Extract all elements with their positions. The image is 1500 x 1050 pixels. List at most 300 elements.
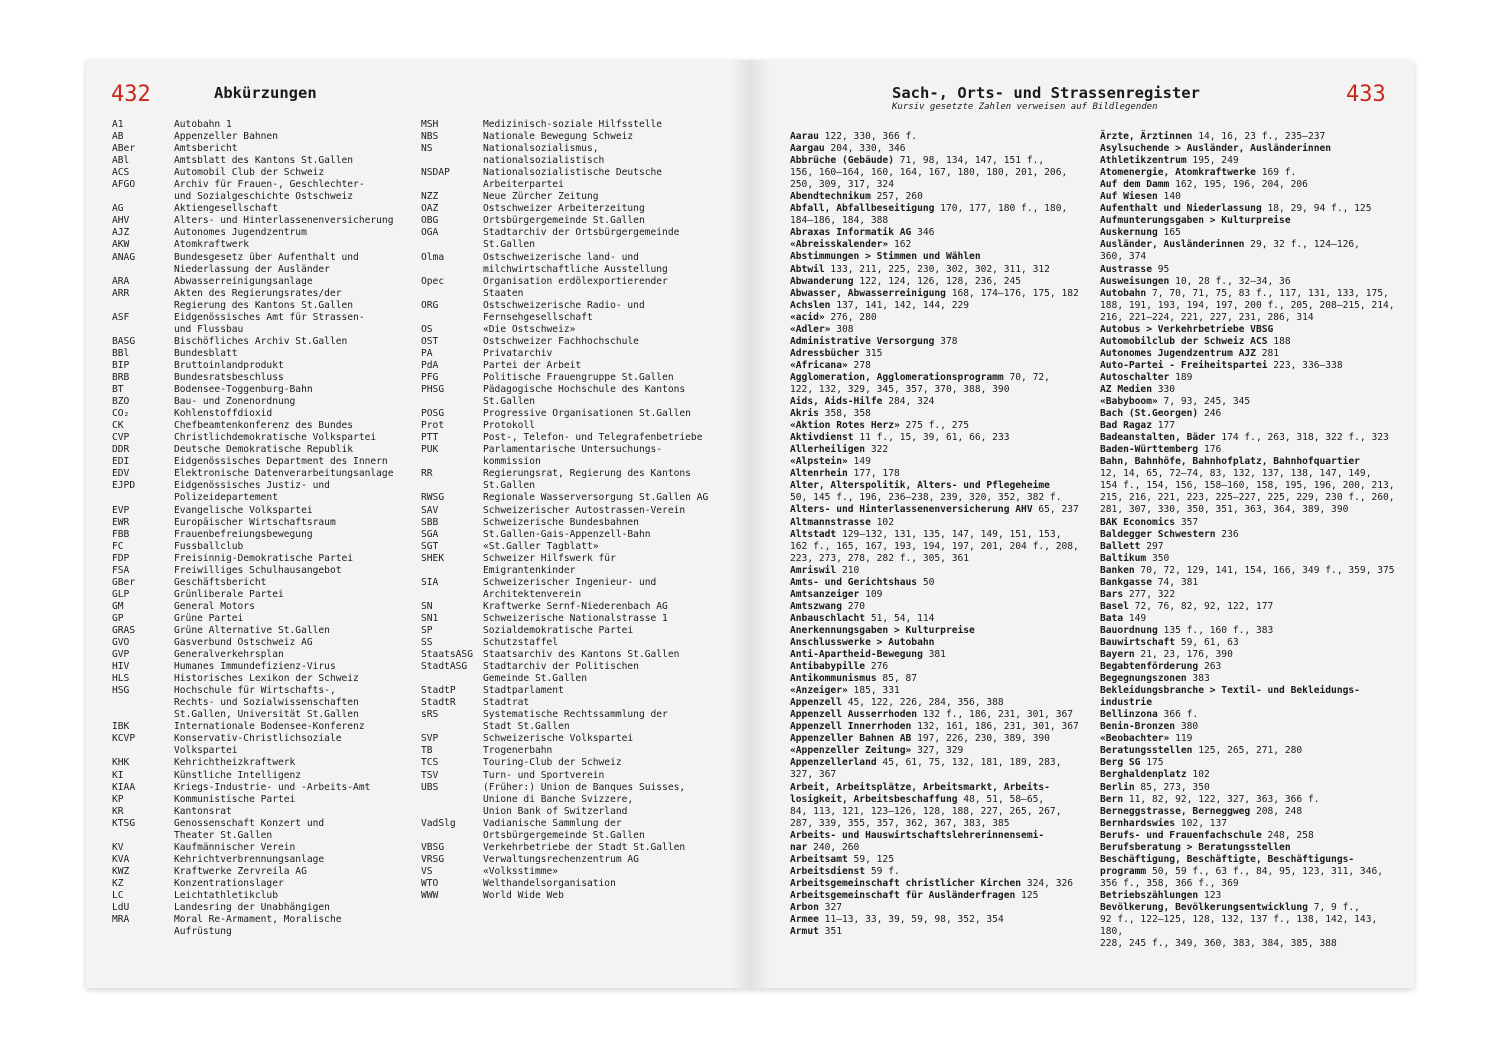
index-term: Agglomeration, Agglomerationsprogramm xyxy=(790,371,1004,383)
abbreviation-row xyxy=(421,770,731,782)
abbreviation-meaning: Verkehrbetriebe der Stadt St.Gallen xyxy=(483,841,686,853)
index-entry xyxy=(790,782,1090,794)
index-pages: 135 f., 160 f., 383 xyxy=(1157,624,1274,636)
abbreviation-key: FC xyxy=(112,540,124,552)
index-entry xyxy=(1100,324,1405,336)
abbreviation-row xyxy=(421,288,731,300)
abbreviation-row xyxy=(112,264,412,276)
abbreviation-key: OAZ xyxy=(421,203,439,215)
abbreviation-row xyxy=(112,673,412,685)
abbreviation-row xyxy=(421,396,731,408)
abbreviation-row xyxy=(421,348,731,360)
index-entry xyxy=(1100,276,1405,288)
abbreviation-meaning: St.Gallen xyxy=(483,396,535,408)
abbreviation-meaning: World Wide Web xyxy=(483,890,564,901)
index-entry xyxy=(1100,348,1405,360)
abbreviation-row xyxy=(112,601,412,613)
index-entry xyxy=(1100,179,1405,191)
index-entry xyxy=(1100,782,1405,794)
index-term: Bellinzona xyxy=(1100,709,1158,721)
abbreviation-meaning: Theater St.Gallen xyxy=(174,829,273,841)
index-pages: 84, 113, 121, 123–126, 128, 188, 227, 265, 267, xyxy=(790,805,1062,817)
index-entry xyxy=(790,239,1090,251)
abbreviation-meaning: Künstliche Intelligenz xyxy=(174,769,302,781)
abbreviation-key: sRS xyxy=(421,709,439,721)
abbreviation-key: PdA xyxy=(421,359,439,371)
abbreviation-meaning: Stadtarchiv der Politischen xyxy=(483,661,639,673)
index-term: Adressbücher xyxy=(790,347,860,359)
abbreviation-meaning: Grüne Alternative St.Gallen xyxy=(174,624,330,636)
abbreviation-meaning: Ortsbürgergemeinde St.Gallen xyxy=(483,829,645,841)
abbreviation-key: Prot xyxy=(421,420,445,432)
index-term: Ärzte, Ärztinnen xyxy=(1100,131,1193,142)
abbreviation-meaning: Amtsbericht xyxy=(174,143,238,155)
index-term: Banken xyxy=(1100,564,1135,576)
index-entry xyxy=(790,625,1090,637)
abbreviation-meaning: Union Bank of Switzerland xyxy=(483,805,628,817)
abbreviation-row xyxy=(421,252,731,264)
index-term: «Babyboom» xyxy=(1100,396,1158,408)
index-term: Berufsberatung > Beratungsstellen xyxy=(1100,841,1291,853)
index-pages: 248, 258 xyxy=(1261,829,1314,841)
abbreviation-key xyxy=(112,191,174,203)
abbreviation-meaning: Protokoll xyxy=(483,420,535,432)
index-pages: 11, 82, 92, 122, 327, 363, 366 f. xyxy=(1123,793,1320,805)
index-entry xyxy=(790,757,1090,769)
index-entry xyxy=(1100,251,1405,263)
index-term: Bars xyxy=(1100,588,1124,600)
index-term: Appenzeller Bahnen AB xyxy=(790,733,912,745)
abbreviation-meaning: Ostschweizerische land- und xyxy=(483,251,639,263)
abbreviation-row xyxy=(421,782,731,794)
abbreviation-row xyxy=(112,456,412,468)
abbreviation-meaning: Amtsblatt des Kantons St.Gallen xyxy=(174,155,354,167)
index-entry xyxy=(790,517,1090,529)
index-pages: 284, 324 xyxy=(882,396,935,408)
index-pages: 236 xyxy=(1215,528,1239,540)
abbreviation-meaning: Chefbeamtenkonferenz des Bundes xyxy=(174,420,354,432)
abbreviation-meaning: Stadt St.Gallen xyxy=(483,721,570,733)
index-entry xyxy=(1100,890,1405,902)
abbreviation-meaning: Gemeinde St.Gallen xyxy=(483,673,587,685)
abbreviation-row xyxy=(112,215,412,227)
index-pages: 71, 98, 134, 147, 151 f., xyxy=(893,155,1045,167)
abbreviation-row xyxy=(421,818,731,830)
index-entry xyxy=(1100,239,1405,251)
abbreviation-meaning: Historisches Lexikon der Schweiz xyxy=(174,673,359,685)
abbreviation-row xyxy=(421,492,731,504)
index-entry xyxy=(1100,842,1405,854)
abbreviation-meaning: Fussballclub xyxy=(174,540,244,552)
index-entry xyxy=(790,601,1090,613)
abbreviation-meaning: Geschäftsbericht xyxy=(174,576,267,588)
abbreviation-key: AFGO xyxy=(112,179,136,191)
index-pages: 351 xyxy=(818,926,842,938)
abbreviation-row xyxy=(112,384,412,396)
index-term: Auf dem Damm xyxy=(1100,179,1170,191)
abbreviation-meaning: St.Gallen xyxy=(483,480,535,492)
abbreviation-key: WWW xyxy=(421,890,439,901)
abbreviation-meaning: nationalsozialistisch xyxy=(483,155,605,167)
abbreviation-row xyxy=(421,794,731,806)
index-entry xyxy=(1100,167,1405,179)
index-pages: 12, 14, 65, 72–74, 83, 132, 137, 138, 147, 149, xyxy=(1100,468,1372,480)
abbreviation-row xyxy=(112,866,412,878)
abbreviation-meaning: Schweizerischer Autostrassen-Verein xyxy=(483,504,686,516)
abbreviation-key: VRSG xyxy=(421,853,445,865)
abbreviation-row xyxy=(421,215,731,227)
index-pages: 327, 367 xyxy=(790,769,837,781)
abbreviation-key: MSH xyxy=(421,119,439,130)
index-entry xyxy=(790,276,1090,288)
index-entry xyxy=(1100,661,1405,673)
index-entry xyxy=(790,372,1090,384)
index-term: Antibabypille xyxy=(790,661,866,673)
index-entry xyxy=(790,264,1090,276)
abbreviation-meaning: Post-, Telefon- und Telegrafenbetriebe xyxy=(483,432,703,444)
abbreviation-key xyxy=(421,721,483,733)
abbreviation-row xyxy=(421,637,731,649)
abbreviation-row xyxy=(421,649,731,661)
index-term: «Alpstein» xyxy=(790,456,848,468)
index-entry xyxy=(1100,155,1405,167)
abbreviation-row xyxy=(112,890,412,902)
abbreviation-row xyxy=(421,312,731,324)
index-term: Abwanderung xyxy=(790,275,854,287)
abbreviation-row xyxy=(421,697,731,709)
abbreviation-key: WTO xyxy=(421,877,439,889)
abbreviation-row xyxy=(421,336,731,348)
abbreviation-key xyxy=(421,806,483,818)
abbreviation-key: ANAG xyxy=(112,251,136,263)
abbreviation-meaning: Konzentrationslager xyxy=(174,877,284,889)
abbreviation-key: SP xyxy=(421,624,433,636)
index-pages: 119 xyxy=(1169,733,1193,745)
abbreviation-key: KWZ xyxy=(112,865,130,877)
index-term: «Abreisskalender» xyxy=(790,239,889,251)
abbreviation-key xyxy=(421,794,483,806)
index-term: Bata xyxy=(1100,612,1124,624)
abbreviation-row xyxy=(112,721,412,733)
abbreviation-key xyxy=(421,565,483,577)
abbreviation-meaning: Kehrichtheizkraftwerk xyxy=(174,757,296,769)
abbreviation-meaning: Regionale Wasserversorgung St.Gallen AG xyxy=(483,492,709,504)
index-pages: 189 xyxy=(1169,371,1193,383)
abbreviation-key: BRB xyxy=(112,371,130,383)
index-entry xyxy=(790,794,1090,806)
abbreviation-meaning: Nationale Bewegung Schweiz xyxy=(483,131,634,143)
index-entry xyxy=(1100,938,1405,950)
index-pages: 65, 237 xyxy=(1032,504,1079,516)
index-term: Autobahn xyxy=(1100,287,1147,299)
abbreviation-key xyxy=(421,589,483,601)
index-term: Berghaldenplatz xyxy=(1100,769,1187,781)
abbreviation-meaning: Staaten xyxy=(483,287,524,299)
abbreviation-meaning: Partei der Arbeit xyxy=(483,359,582,371)
index-term: Arbeits- und Hauswirtschaftslehrerinnensemi- xyxy=(790,829,1045,841)
index-pages: 195, 249 xyxy=(1186,155,1239,167)
abbreviation-meaning: Autonomes Jugendzentrum xyxy=(174,227,307,239)
index-pages: 132, 161, 186, 231, 301, 367 xyxy=(911,721,1079,733)
abbreviation-key xyxy=(421,830,483,842)
abbreviation-key: KTSG xyxy=(112,817,136,829)
abbreviation-meaning: Parlamentarische Untersuchungs- xyxy=(483,444,663,456)
index-pages: 11 f., 15, 39, 61, 66, 233 xyxy=(853,432,1010,444)
abbreviation-row xyxy=(112,348,412,360)
index-pages: 48, 51, 58–65, xyxy=(957,793,1045,805)
index-term: Amts- und Gerichtshaus xyxy=(790,576,918,588)
abbreviation-meaning: Schutzstaffel xyxy=(483,637,559,649)
index-entry xyxy=(790,649,1090,661)
left-page-title: Abkürzungen xyxy=(214,84,317,102)
abbreviation-meaning: kommission xyxy=(483,456,541,468)
abbreviation-key: BT xyxy=(112,384,124,396)
abbreviation-key xyxy=(112,264,174,276)
abbreviation-key: DDR xyxy=(112,444,130,456)
abbreviation-key: GLP xyxy=(112,588,130,600)
index-term: Baden-Württemberg xyxy=(1100,444,1199,456)
abbreviation-meaning: Bischöfliches Archiv St.Gallen xyxy=(174,335,348,347)
index-entry xyxy=(790,854,1090,866)
index-pages: 10, 28 f., 32–34, 36 xyxy=(1169,275,1291,287)
index-entry xyxy=(790,251,1090,263)
index-term: Bekleidungsbranche > Textil- und Bekleidungs- xyxy=(1100,685,1360,697)
abbreviation-key: UBS xyxy=(421,781,439,793)
index-entry xyxy=(1100,830,1405,842)
index-entry xyxy=(1100,131,1405,143)
index-term: Armee xyxy=(790,914,819,926)
index-term: Auskernung xyxy=(1100,227,1158,239)
book-spread xyxy=(86,60,1414,988)
abbreviation-meaning: Kantonsrat xyxy=(174,805,232,817)
index-term: «Adler» xyxy=(790,323,831,335)
abbreviation-row xyxy=(421,613,731,625)
index-entry xyxy=(790,480,1090,492)
index-pages: 7, 9 f., xyxy=(1307,902,1360,913)
index-entry xyxy=(790,167,1090,179)
index-pages: 277, 322 xyxy=(1123,588,1176,600)
abbreviation-row xyxy=(112,288,412,300)
abbreviation-row xyxy=(112,179,412,191)
abbreviation-key xyxy=(421,155,483,167)
abbreviation-row xyxy=(112,227,412,239)
index-pages: 276 xyxy=(865,661,889,673)
abbreviation-row xyxy=(112,842,412,854)
abbreviation-row xyxy=(421,505,731,517)
abbreviation-key: KV xyxy=(112,841,124,853)
index-entry xyxy=(1100,384,1405,396)
index-term: Autobus > Verkehrbetriebe VBSG xyxy=(1100,323,1274,335)
index-term: Berlin xyxy=(1100,781,1135,793)
abbreviation-key xyxy=(421,312,483,324)
index-pages: 45, 122, 226, 284, 356, 388 xyxy=(841,697,1004,709)
index-term: Begegnungszonen xyxy=(1100,673,1187,685)
index-term: Autonomes Jugendzentrum AJZ xyxy=(1100,347,1256,359)
index-entry xyxy=(790,553,1090,565)
abbreviation-key xyxy=(421,396,483,408)
index-pages: 360, 374 xyxy=(1100,251,1147,263)
abbreviation-meaning: Schweizer Hilfswerk für xyxy=(483,552,616,564)
abbreviation-key: PTT xyxy=(421,432,439,444)
abbreviation-row xyxy=(112,577,412,589)
abbreviation-row xyxy=(421,601,731,613)
index-term: «Appenzeller Zeitung» xyxy=(790,745,912,757)
abbreviation-key: SN xyxy=(421,600,433,612)
abbreviation-meaning: Stadtarchiv der Ortsbürgergemeinde xyxy=(483,227,680,239)
abbreviation-meaning: Landesring der Unabhängigen xyxy=(174,902,330,914)
index-term: Aids, Aids-Hilfe xyxy=(790,396,883,408)
abbreviation-row xyxy=(112,276,412,288)
abbreviation-key: ARR xyxy=(112,287,130,299)
index-pages: 170, 177, 180 f., 180, xyxy=(934,203,1068,215)
index-term: «Anzeiger» xyxy=(790,685,848,697)
abbreviation-meaning: Polizeidepartement xyxy=(174,492,278,504)
abbreviation-key: ASF xyxy=(112,311,130,323)
abbreviation-meaning: Aktiengesellschaft xyxy=(174,203,278,215)
index-entry xyxy=(1100,432,1405,444)
abbreviation-meaning: Generalverkehrsplan xyxy=(174,649,284,661)
abbreviation-row xyxy=(112,420,412,432)
index-pages: 162, 195, 196, 204, 206 xyxy=(1169,179,1308,191)
index-pages: 177 xyxy=(1151,420,1176,432)
index-pages: 281 xyxy=(1255,347,1280,359)
index-term: Bahn, Bahnhöfe, Bahnhofplatz, Bahnhofquartier xyxy=(1100,456,1360,468)
abbreviation-row xyxy=(421,529,731,541)
abbreviation-row xyxy=(112,589,412,601)
index-term: Athletikzentrum xyxy=(1100,155,1187,167)
index-term: Altstadt xyxy=(790,528,837,540)
abbreviation-row xyxy=(112,553,412,565)
abbreviation-key: GM xyxy=(112,600,124,612)
abbreviation-key: NZZ xyxy=(421,191,439,203)
abbreviation-key: GVO xyxy=(112,637,130,649)
abbreviation-row xyxy=(421,131,731,143)
index-term: Amtszwang xyxy=(790,600,842,612)
index-column-1 xyxy=(790,131,1090,938)
index-term: Ausländer, Ausländerinnen xyxy=(1100,239,1245,251)
index-term: BAK Economics xyxy=(1100,516,1176,528)
abbreviation-row xyxy=(112,468,412,480)
abbreviation-row xyxy=(421,709,731,721)
index-entry xyxy=(790,131,1090,143)
abbreviation-meaning: Gasverbund Ostschweiz AG xyxy=(174,637,313,649)
index-pages: 7, 93, 245, 345 xyxy=(1157,396,1251,408)
index-entry xyxy=(790,432,1090,444)
abbreviation-row xyxy=(421,239,731,251)
abbreviation-meaning: und Sozialgeschichte Ostschweiz xyxy=(174,191,354,203)
index-pages: 102, 137 xyxy=(1175,817,1228,829)
index-pages: 169 f. xyxy=(1255,167,1297,179)
abbreviation-meaning: Ortsbürgergemeinde St.Gallen xyxy=(483,215,645,227)
index-entry xyxy=(790,577,1090,589)
abbreviation-row xyxy=(112,155,412,167)
abbreviation-key: SBB xyxy=(421,516,439,528)
index-term: Betriebszählungen xyxy=(1100,889,1199,901)
index-term: Benin-Bronzen xyxy=(1100,721,1176,733)
index-entry xyxy=(790,456,1090,468)
index-pages: 132 f., 186, 231, 301, 367 xyxy=(917,709,1074,721)
index-term: programm xyxy=(1100,865,1147,877)
index-pages: 51, 54, 114 xyxy=(865,612,935,624)
abbreviation-meaning: Frauenbefreiungsbewegung xyxy=(174,528,313,540)
abbreviation-key: Opec xyxy=(421,275,445,287)
index-entry xyxy=(1100,878,1405,890)
index-entry xyxy=(790,613,1090,625)
index-term: Bach (St.Georgen) xyxy=(1100,408,1199,420)
abbreviation-key: FSA xyxy=(112,564,130,576)
index-term: Abwasser, Abwasserreinigung xyxy=(790,287,946,299)
abbreviation-key: LdU xyxy=(112,902,130,914)
abbreviation-meaning: Vadianische Sammlung der xyxy=(483,817,622,829)
index-entry xyxy=(1100,360,1405,372)
index-term: nar xyxy=(790,841,808,853)
index-entry xyxy=(790,179,1090,191)
abbreviation-row xyxy=(112,300,412,312)
index-entry xyxy=(1100,517,1405,529)
index-term: industrie xyxy=(1100,697,1152,709)
abbreviation-row xyxy=(112,794,412,806)
index-entry xyxy=(1100,312,1405,324)
abbreviation-row xyxy=(421,191,731,203)
abbreviation-meaning: Schweizerische Nationalstrasse 1 xyxy=(483,612,668,624)
index-entry xyxy=(790,818,1090,830)
index-entry xyxy=(1100,854,1405,866)
index-entry xyxy=(790,143,1090,155)
abbreviation-meaning: Unione di Banche Svizzere, xyxy=(483,793,634,805)
abbreviation-key xyxy=(112,697,174,709)
index-entry xyxy=(790,697,1090,709)
abbreviation-row xyxy=(421,854,731,866)
index-term: Basel xyxy=(1100,600,1129,612)
index-term: Bankgasse xyxy=(1100,576,1152,588)
abbreviation-row xyxy=(421,300,731,312)
index-entry xyxy=(1100,601,1405,613)
index-pages: 21, 23, 176, 390 xyxy=(1134,649,1233,661)
abbreviation-meaning: Arbeiterpartei xyxy=(483,179,564,191)
abbreviation-meaning: Freisinnig-Demokratische Partei xyxy=(174,552,354,564)
abbreviation-meaning: (Früher:) Union de Banques Suisses, xyxy=(483,781,686,793)
abbreviation-meaning: Kaufmännischer Verein xyxy=(174,841,296,853)
abbreviation-meaning: Staatsarchiv des Kantons St.Gallen xyxy=(483,649,680,661)
index-term: Appenzell Ausserrhoden xyxy=(790,709,918,721)
abbreviation-meaning: Aufrüstung xyxy=(174,926,232,938)
abbreviation-meaning: Fernsehgesellschaft xyxy=(483,311,593,323)
index-entry xyxy=(790,444,1090,456)
index-pages: 287, 339, 355, 357, 362, 367, 383, 385 xyxy=(790,817,1010,829)
abbreviation-meaning: Neue Zürcher Zeitung xyxy=(483,191,599,203)
abbreviation-row xyxy=(421,565,731,577)
abbreviation-row xyxy=(112,517,412,529)
index-pages: 149 xyxy=(1123,612,1147,624)
abbreviation-key: KIAA xyxy=(112,781,136,793)
index-entry xyxy=(1100,589,1405,601)
index-pages: 208, 248 xyxy=(1250,805,1303,817)
index-entry xyxy=(790,890,1090,902)
abbreviation-meaning: Nationalsozialistische Deutsche xyxy=(483,167,663,179)
abbreviation-meaning: Bundesgesetz über Aufenthalt und xyxy=(174,251,359,263)
index-pages: 70, 72, xyxy=(1003,371,1050,383)
abbreviation-key: KR xyxy=(112,805,124,817)
abbreviation-key: EVP xyxy=(112,504,130,516)
abbreviation-meaning: «St.Galler Tagblatt» xyxy=(483,540,599,552)
index-pages: 210 xyxy=(836,564,860,576)
abbreviation-meaning: Stadtparlament xyxy=(483,685,564,697)
index-entry xyxy=(1100,215,1405,227)
index-pages: 383 xyxy=(1186,673,1210,685)
abbreviation-meaning: Kraftwerke Zervreila AG xyxy=(174,865,307,877)
abbreviation-meaning: Archiv für Frauen-, Geschlechter- xyxy=(174,179,365,191)
index-pages: 11–13, 33, 39, 59, 98, 352, 354 xyxy=(818,914,1004,926)
